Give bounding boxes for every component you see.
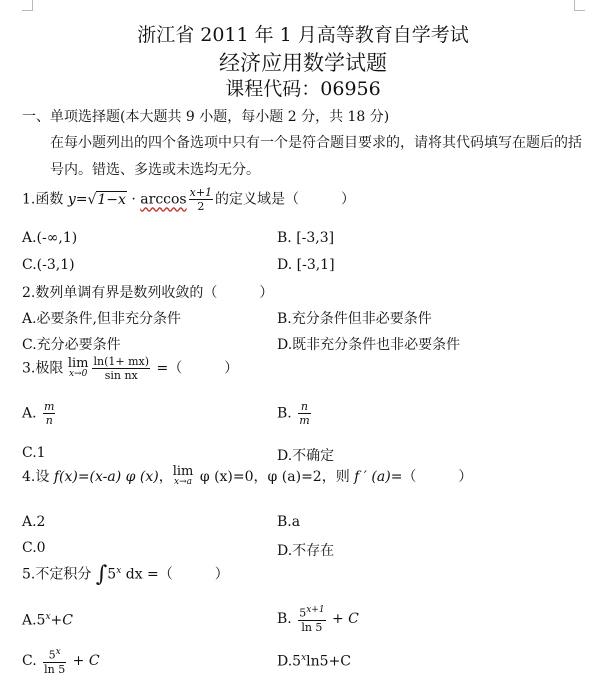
q3-option-c: C.1 (22, 445, 46, 461)
q5-opt-d-tail: ln5+C (306, 653, 352, 670)
q5-opt-b-frac (298, 604, 325, 634)
page-corner-mark-left (22, 0, 33, 11)
q5-opt-c-num-exp: x (55, 647, 61, 657)
question-3 (22, 355, 238, 382)
q5-dx: dx =（ ） (121, 566, 229, 583)
question-1 (22, 186, 355, 213)
q1-frac-den: 2 (189, 199, 213, 213)
exam-subject: 经济应用数学试题 (219, 51, 387, 75)
q4-lim-expr: φ (x)=0 (195, 469, 254, 485)
q2-option-c: C.充分必要条件 (22, 337, 121, 353)
integral-sign: ∫ (95, 562, 108, 587)
q1-fraction (189, 186, 213, 213)
q1-option-c: C.(-3,1) (22, 257, 75, 273)
q3-opt-b-label: B. (277, 405, 297, 422)
q4-option-d: D.不存在 (277, 543, 335, 559)
q3-frac-num: ln(1+ mx) (93, 355, 150, 368)
q3-opt-b-den: m (299, 414, 310, 427)
q5-opt-c-frac (43, 646, 66, 676)
q4-prefix: 4.设 (22, 469, 54, 485)
q4-deriv: f ′ (a) (354, 469, 391, 485)
q3-opt-a-frac (43, 400, 55, 427)
page-corner-mark-right (574, 0, 585, 11)
q3-option-a (22, 400, 57, 427)
q5-integrand-exp: x (116, 565, 122, 576)
q4-lim-sub: x→a (174, 477, 193, 487)
q5-opt-b-num (298, 604, 325, 620)
q4-option-a: A.2 (22, 514, 46, 530)
q3-option-d: D.不确定 (277, 448, 335, 464)
q5-opt-c-den: ln 5 (44, 662, 66, 676)
q5-opt-d-base: D.5 (277, 653, 302, 670)
q5-prefix: 5.不定积分 (22, 566, 96, 583)
q3-fraction (92, 355, 150, 382)
q1-dot: · (126, 191, 141, 208)
q1-radicand: 1−x (97, 191, 126, 208)
exam-title: 浙江省 2011 年 1 月高等教育自学考试 (137, 24, 469, 46)
q4-option-b: B.a (277, 514, 301, 530)
q1-arccos: arccos (140, 191, 187, 208)
q5-option-c (22, 646, 100, 676)
q1-func: y= (67, 191, 88, 208)
q5-option-a (22, 612, 73, 629)
q5-opt-c-num-base: 5 (48, 648, 56, 662)
q4-cond2: ，φ (a)=2，则 (253, 469, 355, 485)
q1-option-a: A.(-∞,1) (22, 230, 78, 246)
q3-prefix: 3.极限 (22, 360, 68, 377)
q4-option-c: C.0 (22, 540, 46, 556)
q3-opt-a-den: n (43, 413, 55, 427)
q3-opt-b-num: n (300, 400, 308, 413)
q5-option-b (277, 604, 359, 634)
q3-limit (67, 355, 89, 380)
q5-opt-b-label: B. (277, 610, 297, 627)
q3-opt-a-num: m (44, 400, 55, 413)
q5-opt-b-den: ln 5 (298, 620, 325, 634)
q4-lim-word: lim (172, 464, 194, 479)
q3-frac-den: sin nx (92, 368, 150, 382)
q1-option-d: D. [-3,1] (277, 257, 335, 273)
q5-opt-c-label: C. (22, 652, 42, 669)
q5-opt-a-base: A.5 (22, 612, 46, 629)
q4-sep: ， (158, 469, 173, 485)
q5-opt-d-exp: x (301, 653, 307, 663)
q5-opt-b-tail: + C (327, 610, 359, 627)
q3-option-b (277, 400, 313, 427)
q3-lim-sub: x→0 (68, 368, 88, 379)
q5-opt-b-num-exp: x+1 (306, 605, 325, 615)
question-4 (22, 466, 472, 488)
q5-opt-a-exp: x (45, 612, 51, 622)
q3-lim-word: lim (67, 355, 89, 371)
q5-opt-c-tail: + C (68, 652, 100, 669)
section-instruction: 在每小题列出的四个备选项中只有一个是符合题目要求的，请将其代码填写在题后的括号内。错选、多选或未选均无分。 (50, 135, 582, 178)
q3-suffix: =（ ） (152, 360, 239, 377)
q5-option-d (277, 653, 351, 670)
q4-suffix: =（ ） (390, 469, 473, 485)
q2-option-b: B.充分条件但非必要条件 (277, 311, 432, 327)
q3-opt-b-frac (298, 400, 310, 427)
q5-integrand: 5 (107, 566, 117, 583)
q1-sqrt: √1−x (87, 191, 126, 208)
q1-suffix: 的定义域是（ ） (215, 191, 356, 208)
course-code: 课程代码：06956 (225, 78, 381, 100)
question-2: 2.数列单调有界是数列收敛的（ ） (22, 285, 274, 301)
q4-f-def: f(x)=(x-a) φ (x) (53, 469, 159, 485)
q5-opt-c-num (43, 646, 66, 662)
q5-opt-a-tail: +C (50, 612, 73, 629)
q5-opt-b-num-base: 5 (299, 606, 307, 620)
section-heading: 一、单项选择题(本大题共 9 小题，每小题 2 分，共 18 分) (22, 109, 390, 125)
q2-option-a: A.必要条件,但非充分条件 (22, 311, 182, 327)
q3-opt-a-label: A. (22, 405, 42, 422)
q1-prefix: 1.函数 (22, 191, 68, 208)
question-5 (22, 562, 229, 587)
q1-frac-num: x+1 (189, 186, 213, 199)
q1-option-b: B. [-3,3] (277, 230, 335, 246)
q2-option-d: D.既非充分条件也非必要条件 (277, 337, 461, 353)
q4-limit (173, 466, 194, 488)
